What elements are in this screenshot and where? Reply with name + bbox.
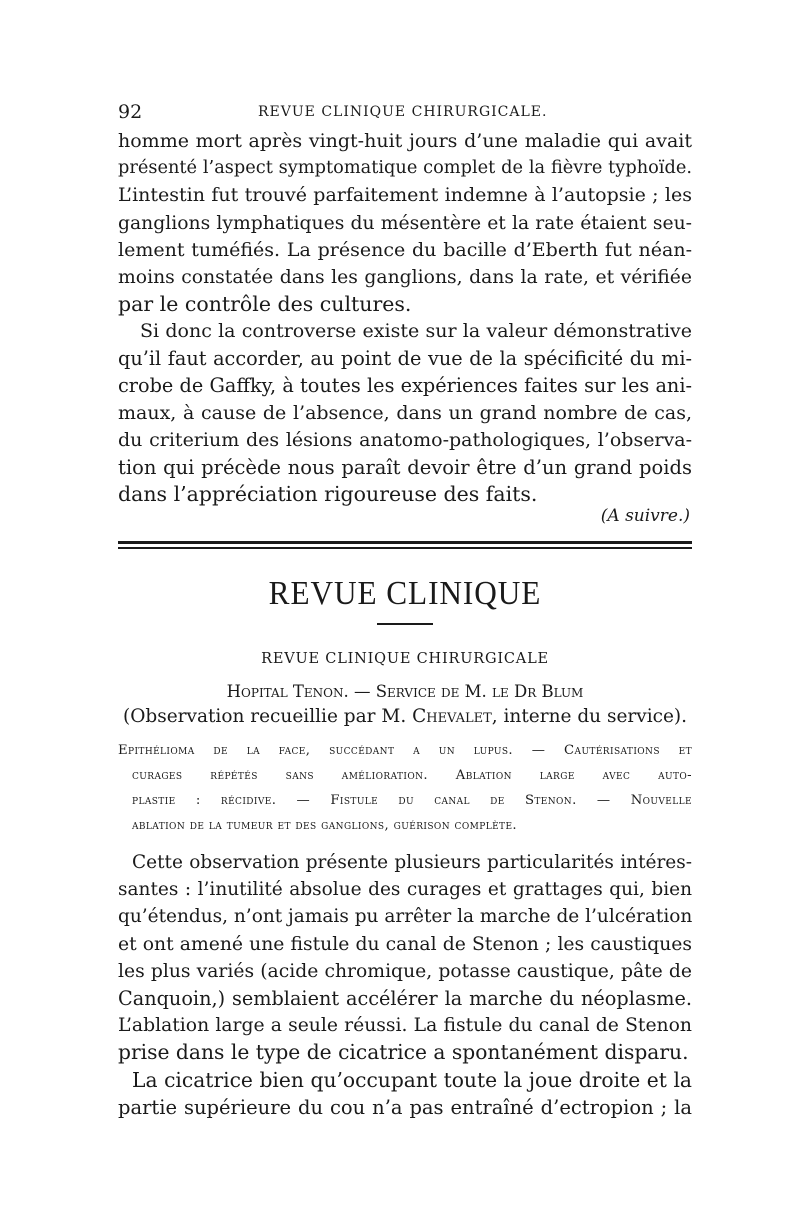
section-divider-thin [118, 547, 692, 549]
text-line: les plus variés (acide chromique, potasse caustique, pâte de [118, 960, 692, 982]
observer-name: Chevalet [412, 706, 492, 727]
case-title-line: curages répétés sans amélioration. Ablation large avec auto- [132, 768, 692, 783]
running-title: REVUE CLINIQUE CHIRURGICALE. [258, 104, 548, 120]
title-rule [377, 623, 433, 625]
text-line: moins constatée dans les ganglions, dans la rate, et vérifiée [118, 266, 692, 288]
running-head [118, 101, 688, 125]
text-line: Cette observation présente plusieurs particularités intéres- [132, 852, 692, 873]
text-line: lement tuméfiés. La présence du bacille d’Eberth fut néan- [118, 238, 692, 261]
text-line: santes : l’inutilité absolue des curages et grattages qui, bien [118, 879, 692, 901]
text-line: La cicatrice bien qu’occupant toute la joue droite et la [132, 1067, 692, 1092]
hospital-service: Hopital Tenon. — Service de M. le Dr Blum [226, 682, 584, 701]
text-line: et ont amené une fistule du canal de Stenon ; les caustiques [118, 933, 692, 955]
observation-suffix: , interne du service). [491, 706, 688, 727]
continuation-note: (A suivre.) [600, 506, 690, 526]
paragraph-observation [118, 849, 692, 1121]
text-line: maux, à cause de l’absence, dans un grand nombre de cas, [118, 401, 692, 424]
text-line: présenté l’aspect symptomatique complet de la fièvre typhoïde. [118, 158, 692, 179]
paragraph-intro [118, 128, 692, 318]
text-line: ganglions lymphatiques du mésentère et la rate étaient seu- [118, 212, 692, 234]
observation-prefix: (Observation recueillie par M. [122, 706, 413, 727]
observation-credit [118, 706, 692, 727]
text-line: L’ablation large a seule réussi. La fistule du canal de Stenon [118, 1015, 692, 1037]
text-line: qu’étendus, n’ont jamais pu arrêter la marche de l’ulcération [118, 906, 693, 928]
text-line: Canquoin,) semblaient accélérer la marche du néoplasme. [118, 986, 692, 1010]
case-title-line: plastie : récidive. — Fistule du canal de Stenon. — Nouvelle [132, 793, 692, 808]
text-line: homme mort après vingt-huit jours d’une maladie qui avait [118, 130, 692, 152]
text-line: Si donc la controverse existe sur la valeur démonstrative [140, 320, 692, 342]
section-title: REVUE CLINIQUE [268, 575, 542, 612]
text-line: par le contrôle des cultures. [118, 292, 412, 317]
text-line: partie supérieure du cou n’a pas entraîné d’ectropion ; la [118, 1095, 692, 1119]
text-line: prise dans le type de cicatrice a spontanément disparu. [118, 1040, 689, 1065]
page-number: 92 [118, 101, 143, 123]
text-line: L’intestin fut trouvé parfaitement indemne à l’autopsie ; les [118, 184, 692, 207]
section-subtitle: REVUE CLINIQUE CHIRURGICALE [261, 651, 549, 667]
case-title [118, 738, 692, 838]
text-line: tion qui précède nous paraît devoir être d’un grand poids [118, 455, 692, 479]
paragraph-conclusion [118, 318, 692, 508]
text-line: dans l’appréciation rigoureuse des faits. [118, 482, 538, 507]
text-line: qu’il faut accorder, au point de vue de la spécificité du mi- [118, 347, 692, 371]
text-line: crobe de Gaffky, à toutes les expériences faites sur les ani- [118, 374, 692, 398]
case-title-line: ablation de la tumeur et des ganglions, guérison complète. [132, 818, 518, 833]
case-title-line: Epithélioma de la face, succédant a un lupus. — Cautérisations et [118, 743, 692, 758]
text-line: du criterium des lésions anatomo-pathologiques, l’observa- [118, 428, 692, 451]
section-divider [118, 541, 692, 544]
